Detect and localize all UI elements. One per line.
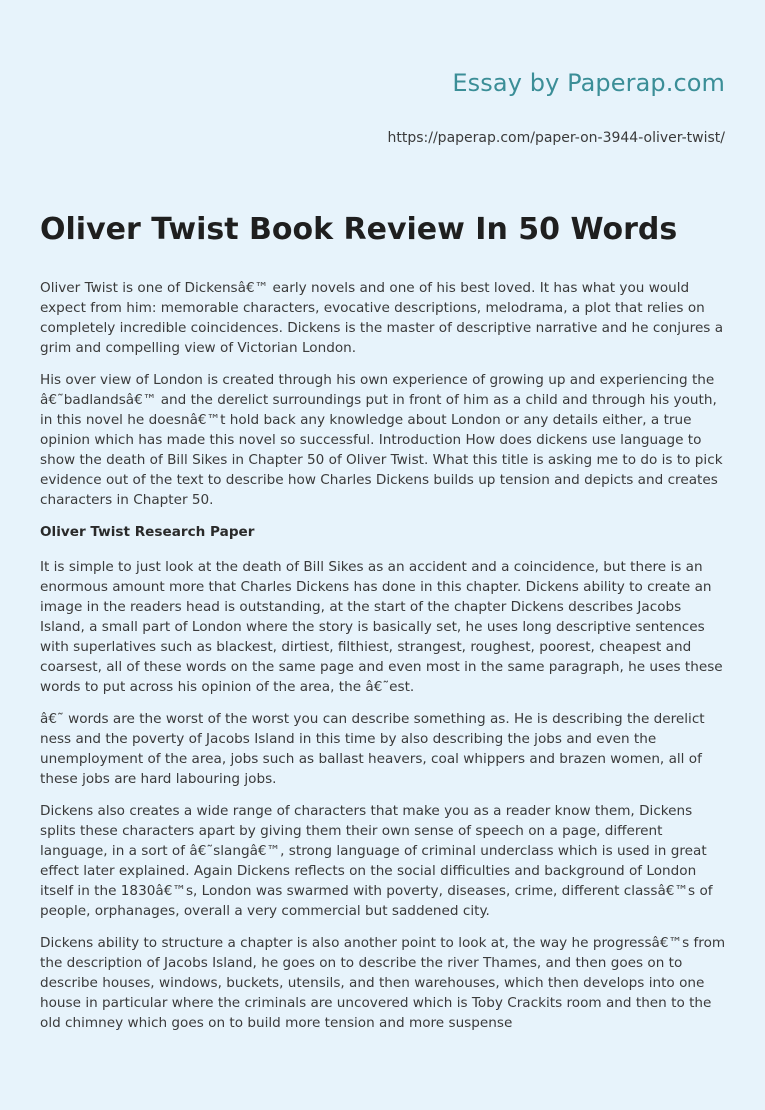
- site-brand[interactable]: Essay by Paperap.com: [452, 69, 725, 97]
- article-body: [40, 278, 730, 1045]
- paragraph-characters: Dickens also creates a wide range of characters that make you as a reader know them, Dickens splits these characters apart by giving them their own sense of speech on a page, different language, in a sort of â€˜slangâ€™, strong language of criminal underclass which is used in great effect later explained. Again Dickens reflects on the social difficulties and background of London itself in the 1830â€™s, London was swarmed with poverty, diseases, crime, different classâ€™s of people, orphanages, overall a very commercial but saddened city.: [40, 803, 713, 919]
- paragraph-london-view: His over view of London is created through his own experience of growing up and experiencing the â€˜badlandsâ€™ and the derelict surroundings put in front of him as a child and through his youth, in this novel he doesnâ€™t hold back any knowledge about London or any details either, a true opinion which has made this novel so successful. Introduction How does dickens use language to show the death of Bill Sikes in Chapter 50 of Oliver Twist. What this title is asking me to do is to pick evidence out of the text to describe how Charles Dickens builds up tension and depicts and creates characters in Chapter 50.: [40, 372, 723, 508]
- paragraph-est-words: â€˜ words are the worst of the worst you can describe something as. He is describing the derelict ness and the poverty of Jacobs Island in this time by also describing the jobs and even the unemployment of the area, jobs such as ballast heavers, coal whippers and brazen women, all of these jobs are hard labouring jobs.: [40, 711, 705, 787]
- paragraph-structure: Dickens ability to structure a chapter is also another point to look at, the way he progressâ€™s from the description of Jacobs Island, he goes on to describe the river Thames, and then goes on to describe houses, windows, buckets, utensils, and then warehouses, which then develops into one house in particular where the criminals are uncovered which is Toby Crackits room and then to the old chimney which goes on to build more tension and more suspense: [40, 935, 726, 1031]
- page-title: Oliver Twist Book Review In 50 Words: [40, 212, 678, 247]
- paragraph-intro: Oliver Twist is one of Dickensâ€™ early novels and one of his best loved. It has what you would expect from him: memorable characters, evocative descriptions, melodrama, a plot that relies on completely incredible coincidences. Dickens is the master of descriptive narrative and he conjures a grim and compelling view of Victorian London.: [40, 280, 724, 356]
- source-url[interactable]: https://paperap.com/paper-on-3944-oliver-twist/: [387, 130, 725, 146]
- paragraph-bill-sikes: It is simple to just look at the death of Bill Sikes as an accident and a coincidence, but there is an enormous amount more that Charles Dickens has done in this chapter. Dickens ability to create an image in the readers head is outstanding, at the start of the chapter Dickens describes Jacobs Island, a small part of London where the story is basically set, he uses long descriptive sentences with superlatives such as blackest, dirtiest, filthiest, strangest, roughest, poorest, cheapest and coarsest, all of these words on the same page and even most in the same paragraph, he uses these words to put across his opinion of the area, the â€˜est.: [40, 559, 723, 695]
- section-subheading: Oliver Twist Research Paper: [40, 524, 255, 540]
